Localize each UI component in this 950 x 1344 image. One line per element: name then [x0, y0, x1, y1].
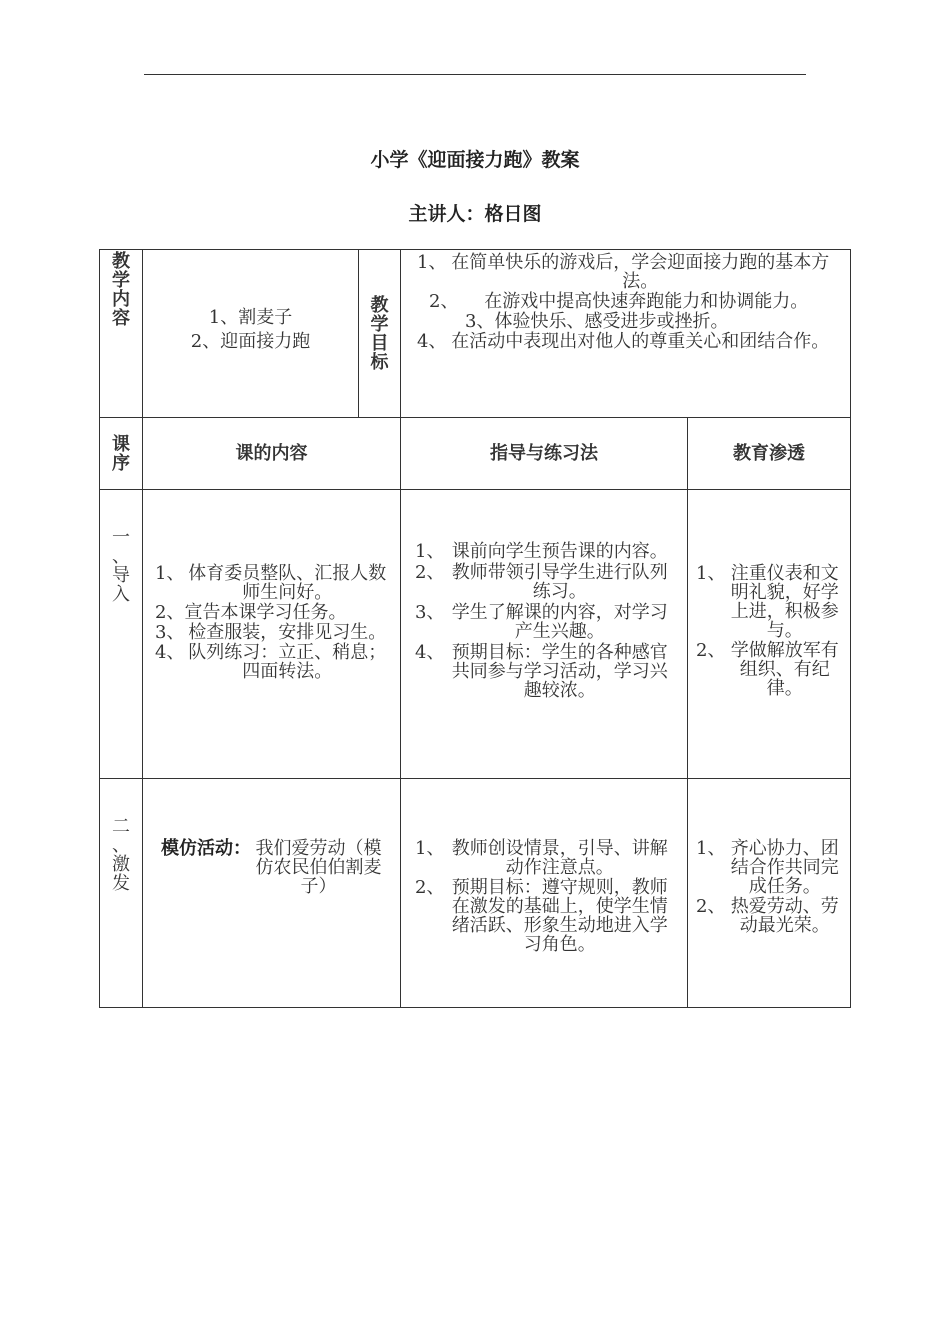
section-education — [688, 490, 851, 779]
goal-label — [359, 250, 401, 418]
content-item: 1、割麦子 — [208, 306, 293, 328]
content-label-char: 内 — [112, 289, 130, 310]
step-number: 1、 — [155, 563, 185, 584]
point-number: 2、 — [696, 896, 726, 917]
step-number: 4、 — [155, 642, 185, 663]
seq-header — [100, 418, 143, 490]
header-rule — [144, 74, 806, 75]
content-step — [155, 643, 390, 681]
seq-char: 、 — [112, 835, 130, 856]
method-header: 指导与练习法 — [401, 418, 688, 490]
point-text: 学做解放军有组织、有纪律。 — [730, 640, 839, 699]
step-number: 2、 — [155, 602, 185, 623]
step-text: 课前向学生预告课的内容。 — [451, 541, 668, 562]
goal-label-char: 学 — [370, 313, 389, 335]
education-header: 教育渗透 — [688, 418, 851, 490]
activity-text: 我们爱劳动（模仿农民伯伯割麦子） — [255, 838, 382, 897]
method-step — [415, 563, 675, 601]
objectives-row — [100, 250, 851, 418]
document-title: 小学《迎面接力跑》教案 — [370, 149, 580, 171]
section-content — [143, 490, 401, 779]
point-number: 1、 — [696, 563, 726, 584]
content-item: 2、迎面接力跑 — [190, 330, 311, 352]
step-number: 1、 — [415, 541, 445, 562]
goal-item — [417, 292, 834, 311]
section-row-1 — [100, 490, 851, 779]
goal-label-char: 教 — [370, 294, 389, 316]
seq-char: 发 — [112, 873, 130, 894]
section-education — [688, 779, 851, 1008]
point-text: 热爱劳动、劳动最光荣。 — [730, 896, 839, 936]
step-text: 预期目标：学生的各种感官共同参与学习活动，学习兴趣较浓。 — [451, 642, 668, 701]
content-step — [155, 603, 390, 622]
section-seq — [100, 490, 143, 779]
point-number: 2、 — [696, 640, 726, 661]
education-point — [696, 641, 844, 698]
method-step — [415, 542, 675, 561]
step-number: 3、 — [415, 602, 445, 623]
step-text: 预期目标：遵守规则，教师在激发的基础上，使学生情绪活跃、形象生动地进入学习角色。 — [451, 877, 668, 955]
content-label — [100, 250, 143, 418]
step-text: 体育委员整队、汇报人数师生问好。 — [188, 563, 387, 603]
section-method — [401, 779, 688, 1008]
goal-item-text: 在活动中表现出对他人的尊重关心和团结合作。 — [451, 331, 830, 352]
activity-label: 模仿活动： — [161, 838, 251, 859]
method-step — [415, 839, 675, 877]
goal-item-number: 2、 — [429, 291, 459, 312]
step-number: 1、 — [415, 838, 445, 859]
method-step — [415, 878, 675, 954]
step-text: 教师带领引导学生进行队列练习。 — [451, 562, 668, 602]
seq-header-char: 序 — [112, 452, 130, 474]
step-text: 宣告本课学习任务。 — [184, 602, 347, 623]
activity-line — [161, 839, 386, 896]
content-label-char: 容 — [112, 308, 130, 329]
goal-item-text: 体验快乐、感受进步或挫折。 — [494, 311, 729, 332]
goal-item-number: 1、 — [417, 252, 447, 273]
goal-item — [417, 312, 834, 331]
step-text: 教师创设情景，引导、讲解动作注意点。 — [451, 838, 668, 878]
seq-char: 二 — [112, 816, 130, 837]
goal-item-number: 4、 — [417, 331, 447, 352]
step-text: 检查服装，安排见习生。 — [188, 622, 387, 643]
content-step — [155, 564, 390, 602]
goal-items-cell — [401, 250, 851, 418]
step-number: 3、 — [155, 622, 185, 643]
content-step — [155, 623, 390, 642]
method-step — [415, 603, 675, 641]
seq-char: 导 — [112, 565, 130, 586]
seq-char: 激 — [112, 854, 130, 875]
goal-item — [417, 253, 834, 291]
header-row — [100, 418, 851, 490]
goal-item-number: 3、 — [465, 311, 495, 332]
goal-item-text: 在简单快乐的游戏后，学会迎面接力跑的基本方法。 — [451, 252, 830, 292]
point-number: 1、 — [696, 838, 726, 859]
section-content — [143, 779, 401, 1008]
goal-label-char: 目 — [370, 332, 389, 354]
goal-label-char: 标 — [370, 351, 389, 373]
presenter-line: 主讲人：格日图 — [408, 203, 542, 225]
education-point — [696, 839, 844, 896]
education-point — [696, 564, 844, 640]
content-header: 课的内容 — [143, 418, 401, 490]
point-text: 齐心协力、团结合作共同完成任务。 — [730, 838, 839, 897]
content-label-char: 学 — [112, 270, 130, 291]
content-items-cell — [143, 250, 359, 418]
section-method — [401, 490, 688, 779]
seq-char: 、 — [112, 546, 130, 567]
lesson-plan-table — [99, 249, 851, 1008]
step-number: 2、 — [415, 562, 445, 583]
step-text: 学生了解课的内容，对学习产生兴趣。 — [451, 602, 668, 642]
education-point — [696, 897, 844, 935]
goal-item-text: 在游戏中提高快速奔跑能力和协调能力。 — [484, 291, 809, 312]
seq-header-char: 课 — [112, 433, 130, 455]
content-label-char: 教 — [112, 251, 130, 272]
step-number: 4、 — [415, 642, 445, 663]
method-step — [415, 643, 675, 700]
section-row-2 — [100, 779, 851, 1008]
step-text: 队列练习：立正、稍息；四面转法。 — [188, 642, 387, 682]
seq-char: 一 — [112, 527, 130, 548]
seq-char: 入 — [112, 584, 130, 605]
section-seq — [100, 779, 143, 1008]
step-number: 2、 — [415, 877, 445, 898]
point-text: 注重仪表和文明礼貌，好学上进，积极参与。 — [730, 563, 839, 641]
goal-item — [417, 332, 834, 351]
